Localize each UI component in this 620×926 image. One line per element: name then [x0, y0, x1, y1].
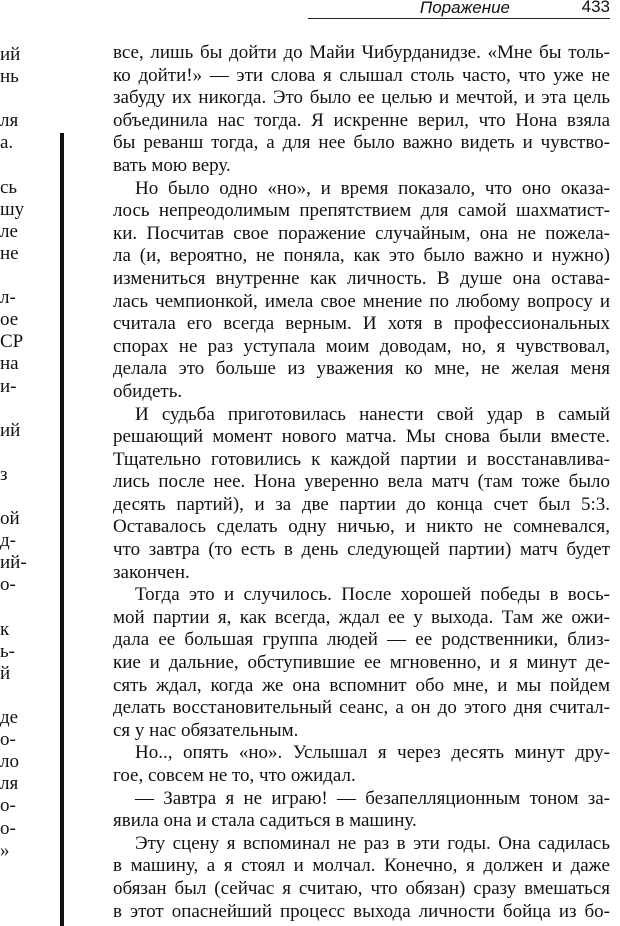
text-line: гое, совсем не то, что ожидал.	[113, 765, 356, 786]
facing-page-fragment: о-	[0, 795, 16, 817]
text-line: дала ее большая группа людей — ее родственники, близ-	[113, 629, 610, 651]
text-line: Но.., опять «но». Услышал я через десять минут дру-	[135, 742, 610, 764]
text-line: лись после нее. Нона уверенно вела матч (там тоже было	[113, 471, 610, 493]
text-line: Тщательно готовились к каждой партии и восстанавлива-	[113, 448, 610, 470]
text-line: лось непреодолимым препятствием для самой шахматист-	[113, 200, 610, 222]
facing-page-fragment: сь	[0, 176, 18, 198]
facing-page-fragment: »	[0, 839, 10, 861]
facing-page-fragment: шу	[0, 198, 25, 220]
facing-page-fragment: ий-	[0, 552, 27, 574]
text-line: что завтра (то есть в день следующей партии) матч будет	[113, 539, 610, 561]
text-line: обязан был (сейчас я считаю, что обязан) сразу вмешаться	[113, 877, 610, 899]
facing-page-fragment: л-	[0, 287, 16, 309]
running-header	[300, 0, 620, 20]
text-line: измениться внутренне как личность. В душе она остава-	[113, 267, 610, 289]
facing-page-fragment: й	[0, 662, 11, 684]
text-line: лась чемпионкой, имела свое мнение по любому вопросу и	[113, 290, 610, 312]
text-line: ся у нас обязательным.	[113, 719, 299, 741]
text-line: считала его всегда верным. И хотя в профессиональных	[113, 313, 610, 335]
facing-page-fragment: ле	[0, 220, 18, 242]
facing-page-fragment: ое	[0, 309, 19, 331]
text-line: — Завтра я не играю! — безапелляционным тоном за-	[135, 787, 610, 809]
facing-page-fragment: ий	[0, 419, 21, 441]
text-line: И судьба приготовилась нанести свой удар в самый	[135, 403, 610, 425]
facing-page-fragment: ля	[0, 110, 19, 132]
facing-page-fragment: ля	[0, 773, 19, 795]
text-line: все, лишь бы дойти до Майи Чибурданидзе. «Мне бы толь-	[113, 42, 610, 63]
text-line: мой партии я, как всегда, ждал ее у выхода. Там же ожи-	[113, 606, 610, 628]
text-line: Оставалось сделать одну ничью, и никто не сомневался,	[113, 516, 610, 538]
body-text	[113, 42, 610, 923]
text-line: решающий момент нового матча. Мы снова были вместе.	[113, 426, 610, 448]
facing-page-fragment: о-	[0, 574, 16, 596]
page-number: 433	[581, 0, 610, 16]
running-title: Поражение	[419, 0, 510, 17]
facing-page-fragment: и-	[0, 375, 17, 397]
facing-page-fragment: на	[0, 353, 19, 375]
text-line: обидеть.	[113, 380, 183, 402]
text-line: делала это больше из уважения ко мне, не желая меня	[113, 358, 610, 380]
text-line: ко дойти!» — эти слова я слышал столь часто, что уже не	[113, 64, 610, 86]
facing-page-fragment: ь-	[0, 640, 15, 662]
facing-page-fragment: ло	[0, 751, 19, 773]
header-rule	[308, 18, 610, 19]
book-spine-shadow	[60, 133, 64, 926]
facing-page-fragment: з	[0, 463, 8, 485]
text-line: вать мою веру.	[113, 154, 231, 176]
text-line: закончен.	[113, 561, 190, 583]
text-line: спорах не раз уступала моим доводам, но, я чувствовал,	[113, 335, 610, 357]
text-line: десять партий), и за две партии до конца счет был 5:3.	[113, 493, 610, 515]
text-line: делать восстановительный сеанс, а он до этого дня считал-	[113, 697, 610, 719]
text-line: ла (и, вероятно, не поняла, как это было важно и нужно)	[113, 245, 610, 267]
text-line: забуду их никогда. Это было ее целью и мечтой, и эта цель	[113, 87, 610, 109]
text-line: кие и дальние, обступившие ее мгновенно, и я минут де-	[113, 652, 610, 674]
text-line: объединила нас тогда. Я искренне верил, что Нона взяла	[113, 109, 610, 131]
facing-page-fragment: а.	[0, 132, 14, 154]
text-line: Тогда это и случилось. После хорошей победы в вось-	[135, 584, 610, 606]
facing-page-fragment: СР	[0, 331, 24, 353]
text-line: ки. Посчитав свое поражение случайным, она не пожела-	[113, 222, 610, 244]
facing-page-fragment: не	[0, 242, 19, 264]
text-line: Эту сцену я вспоминал не раз в эти годы. Она садилась	[135, 832, 610, 854]
text-line: явила она и стала садиться в машину.	[113, 810, 417, 832]
text-line: в машину, а я стоял и молчал. Конечно, я должен и даже	[113, 855, 610, 877]
facing-page-fragment: нь	[0, 66, 19, 88]
text-line: Но было одно «но», и время показало, что оно оказа-	[135, 177, 610, 199]
facing-page-fragment: де	[0, 707, 19, 728]
facing-page-fragment: о-	[0, 729, 16, 751]
text-line: в этот опаснейший процесс выхода личности бойца из бо-	[113, 900, 610, 922]
facing-page-fragment: ий	[0, 44, 21, 65]
facing-page-fragment: к	[0, 618, 10, 640]
facing-page-fragment: ой	[0, 508, 20, 530]
text-line: бы реванш тогда, а для нее было важно видеть и чувство-	[113, 132, 610, 154]
facing-page-fragment: о-	[0, 817, 16, 839]
facing-page-fragment: д-	[0, 530, 16, 552]
text-line: сять ждал, когда же она вспомнит обо мне, и мы пойдем	[113, 674, 610, 696]
